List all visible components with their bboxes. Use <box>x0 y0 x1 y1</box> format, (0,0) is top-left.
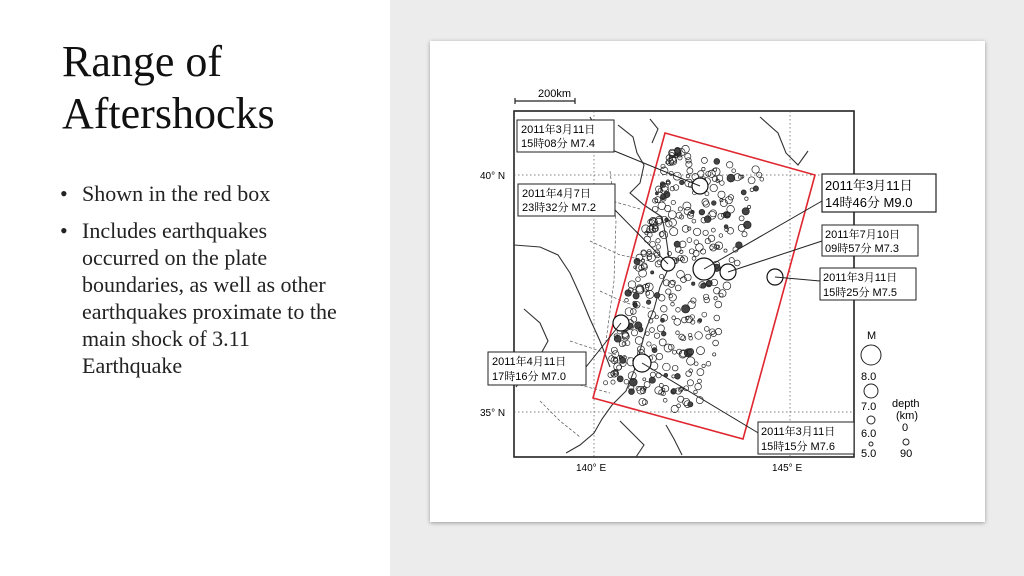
callout-date: 2011年3月11日 <box>825 178 913 193</box>
callout-m75 <box>820 268 916 300</box>
depth-value: 90 <box>900 448 913 460</box>
callout-time-mag: 17時16分 M7.0 <box>492 371 566 383</box>
callout-date: 2011年4月11日 <box>492 356 567 368</box>
bullet-item: • Includes earthquakes occurred on the plate boundaries, as well as other earthquakes proximate to the main shock of 3.11 Earthquake <box>58 217 348 379</box>
aftershock-point <box>742 208 749 215</box>
callout-date: 2011年3月11日 <box>761 426 836 438</box>
aftershock-point <box>688 402 693 407</box>
depth-legend-title: depth <box>892 398 920 410</box>
aftershock-point <box>744 221 752 229</box>
callout-time-mag: 15時15分 M7.6 <box>761 441 835 453</box>
callout-time-mag: 14時46分 M9.0 <box>825 195 913 210</box>
callout-date: 2011年7月10日 <box>825 229 901 241</box>
callout-date: 2011年3月11日 <box>823 272 898 284</box>
aftershock-point <box>692 282 695 285</box>
aftershock-point <box>649 377 655 383</box>
aftershock-point <box>701 283 706 288</box>
legend <box>861 330 920 460</box>
depth-unit: (km) <box>896 410 918 422</box>
callout-m90 <box>822 174 936 212</box>
legend-circle <box>861 345 881 365</box>
callout-m72 <box>518 184 615 216</box>
magnitude-value: 5.0 <box>861 448 877 460</box>
aftershock-map <box>430 41 985 522</box>
magnitude-legend-title: M <box>867 330 877 342</box>
aftershock-point <box>714 159 720 165</box>
aftershock-map-figure <box>430 41 985 522</box>
callout-m70 <box>488 352 586 385</box>
callout-m73 <box>822 225 918 256</box>
magnitude-value: 6.0 <box>861 428 877 440</box>
aftershock-point <box>675 374 681 380</box>
callout-date: 2011年3月11日 <box>521 124 596 136</box>
legend-circle <box>869 442 873 446</box>
bullet-item: • Shown in the red box <box>58 180 348 207</box>
aftershock-point <box>712 201 717 206</box>
scale-label: 200km <box>538 88 572 100</box>
aftershock-point <box>674 241 680 247</box>
aftershock-point <box>646 300 650 304</box>
callout-m76 <box>758 422 854 454</box>
magnitude-value: 8.0 <box>861 371 877 383</box>
callout-time-mag: 15時25分 M7.5 <box>823 287 897 299</box>
aftershock-point <box>638 327 643 332</box>
aftershock-point <box>651 271 654 274</box>
aftershock-point <box>617 376 623 382</box>
lon-label: 140° E <box>576 463 607 474</box>
aftershock-point <box>633 293 639 299</box>
aftershock-point <box>634 258 640 264</box>
lat-label: 40° N <box>480 171 506 182</box>
depth-value: 0 <box>902 422 909 434</box>
aftershock-point <box>620 357 626 363</box>
aftershock-point <box>654 293 660 299</box>
bullet-list <box>58 180 348 389</box>
callout-time-mag: 09時57分 M7.3 <box>825 243 899 255</box>
aftershock-point <box>682 305 690 313</box>
lon-label: 145° E <box>772 463 803 474</box>
callout-time-mag: 15時08分 M7.4 <box>521 138 595 150</box>
aftershock-point <box>727 174 735 182</box>
aftershock-point <box>661 331 666 336</box>
aftershock-point <box>753 186 758 191</box>
aftershock-point <box>741 190 746 195</box>
magnitude-value: 7.0 <box>861 401 877 413</box>
lat-label: 35° N <box>480 408 506 419</box>
text-pane <box>0 0 390 576</box>
aftershock-point <box>680 180 685 185</box>
depth-circle <box>903 439 909 445</box>
callout-time-mag: 23時32分 M7.2 <box>522 202 596 214</box>
slide-title: Range of Aftershocks <box>62 37 275 138</box>
callout-date: 2011年4月7日 <box>522 188 591 200</box>
callout-m74 <box>517 120 614 152</box>
legend-circle <box>867 416 875 424</box>
aftershock-point <box>724 225 728 229</box>
aftershock-point <box>699 209 705 215</box>
aftershock-point <box>698 319 701 322</box>
legend-circle <box>864 384 878 398</box>
